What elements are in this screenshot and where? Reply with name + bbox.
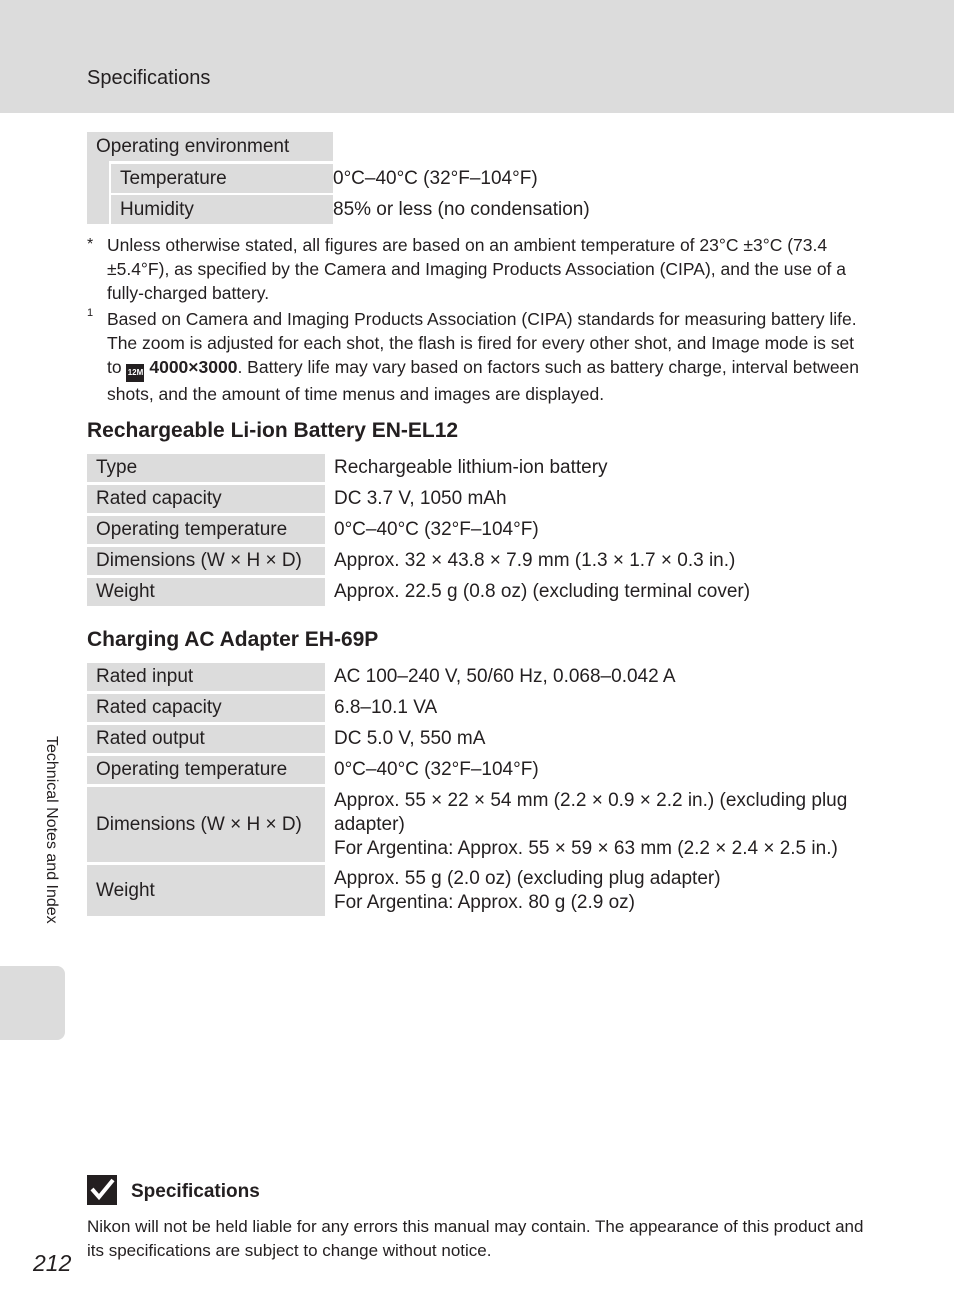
spec-value: Approx. 22.5 g (0.8 oz) (excluding terminal cover) (325, 578, 874, 609)
table-row (87, 547, 874, 578)
footnote-text-after: . Battery life may vary based on factors such as battery charge, interval between shots, and the amount of time menus and images are displayed. (107, 357, 860, 404)
spec-label: Dimensions (W × H × D) (87, 547, 325, 578)
spec-value: DC 5.0 V, 550 mA (325, 725, 874, 756)
page-number: 212 (33, 1250, 72, 1276)
spec-label: Rated input (87, 663, 325, 694)
temperature-label: Temperature (111, 164, 333, 193)
spec-label: Weight (87, 578, 325, 609)
spec-value (325, 787, 874, 865)
spec-label: Operating temperature (87, 756, 325, 787)
page-header (0, 0, 954, 113)
spec-value: DC 3.7 V, 1050 mAh (325, 485, 874, 516)
adapter-spec-table (87, 663, 874, 919)
spec-label: Dimensions (W × H × D) (87, 787, 325, 865)
spec-label: Rated output (87, 725, 325, 756)
spec-value-line: For Argentina: Approx. 80 g (2.9 oz) (334, 891, 636, 913)
temperature-value: 0°C–40°C (32°F–104°F) (333, 168, 538, 189)
spec-value-line: Approx. 55 g (2.0 oz) (excluding plug adapter) (334, 867, 721, 889)
spec-value: Rechargeable lithium-ion battery (325, 454, 874, 485)
side-tab-label: Technical Notes and Index (43, 736, 60, 924)
spec-label: Rated capacity (87, 485, 325, 516)
spec-label: Weight (87, 865, 325, 919)
spec-value (325, 865, 874, 919)
footnote-1 (87, 307, 867, 406)
indent-bar (87, 161, 109, 224)
battery-spec-table (87, 454, 874, 609)
table-row (87, 694, 874, 725)
spec-value: Approx. 32 × 43.8 × 7.9 mm (1.3 × 1.7 × 0.3 in.) (325, 547, 874, 578)
spec-label: Rated capacity (87, 694, 325, 725)
table-row (87, 756, 874, 787)
table-row (87, 663, 874, 694)
table-row (87, 454, 874, 485)
humidity-value: 85% or less (no condensation) (333, 199, 590, 220)
footnote-bold: 4000×3000 (149, 357, 238, 377)
spec-value: 6.8–10.1 VA (325, 694, 874, 725)
footnote-text-before: Based on Camera and Imaging Products Association (CIPA) standards for measuring battery life. The zoom is adjusted for each shot, the flash is fired for every other shot, and Image mode is set to (107, 309, 857, 377)
battery-section-title: Rechargeable Li-ion Battery EN-EL12 (87, 419, 459, 442)
spec-value: 0°C–40°C (32°F–104°F) (325, 756, 874, 787)
asterisk-mark: * (87, 236, 94, 253)
spec-value-line: For Argentina: Approx. 55 × 59 × 63 mm (2.2 × 2.4 × 2.5 in.) (334, 837, 838, 859)
table-row (87, 787, 874, 865)
humidity-label: Humidity (111, 195, 333, 224)
check-icon (87, 1175, 117, 1205)
side-tab (0, 966, 65, 1040)
table-row (87, 485, 874, 516)
spec-label: Type (87, 454, 325, 485)
table-row (87, 865, 874, 919)
header-title: Specifications (87, 67, 211, 89)
table-row (87, 725, 874, 756)
table-row (87, 516, 874, 547)
footnote-asterisk (87, 233, 867, 305)
image-mode-12m-icon: 12M (126, 364, 144, 382)
asterisk-text: Unless otherwise stated, all figures are based on an ambient temperature of 23°C ±3°C (73.4 ±5.4°F), as specified by the Camera and Imaging Products Association (CIPA), and the use of a fully-charged battery. (107, 235, 847, 303)
adapter-section-title: Charging AC Adapter EH-69P (87, 628, 379, 651)
spec-label: Operating temperature (87, 516, 325, 547)
spec-value: AC 100–240 V, 50/60 Hz, 0.068–0.042 A (325, 663, 874, 694)
spec-value-line: Approx. 55 × 22 × 54 mm (2.2 × 0.9 × 2.2 in.) (excluding plug adapter) (334, 789, 848, 835)
table-row (87, 578, 874, 609)
spec-value: 0°C–40°C (32°F–104°F) (325, 516, 874, 547)
footnotes (87, 233, 867, 408)
notice-body: Nikon will not be held liable for any errors this manual may contain. The appearance of this product and its specifications are subject to change without notice. (87, 1217, 864, 1260)
footnote-mark: 1 (87, 307, 94, 319)
notice-title: Specifications (131, 1181, 260, 1202)
operating-environment-heading: Operating environment (87, 132, 333, 161)
